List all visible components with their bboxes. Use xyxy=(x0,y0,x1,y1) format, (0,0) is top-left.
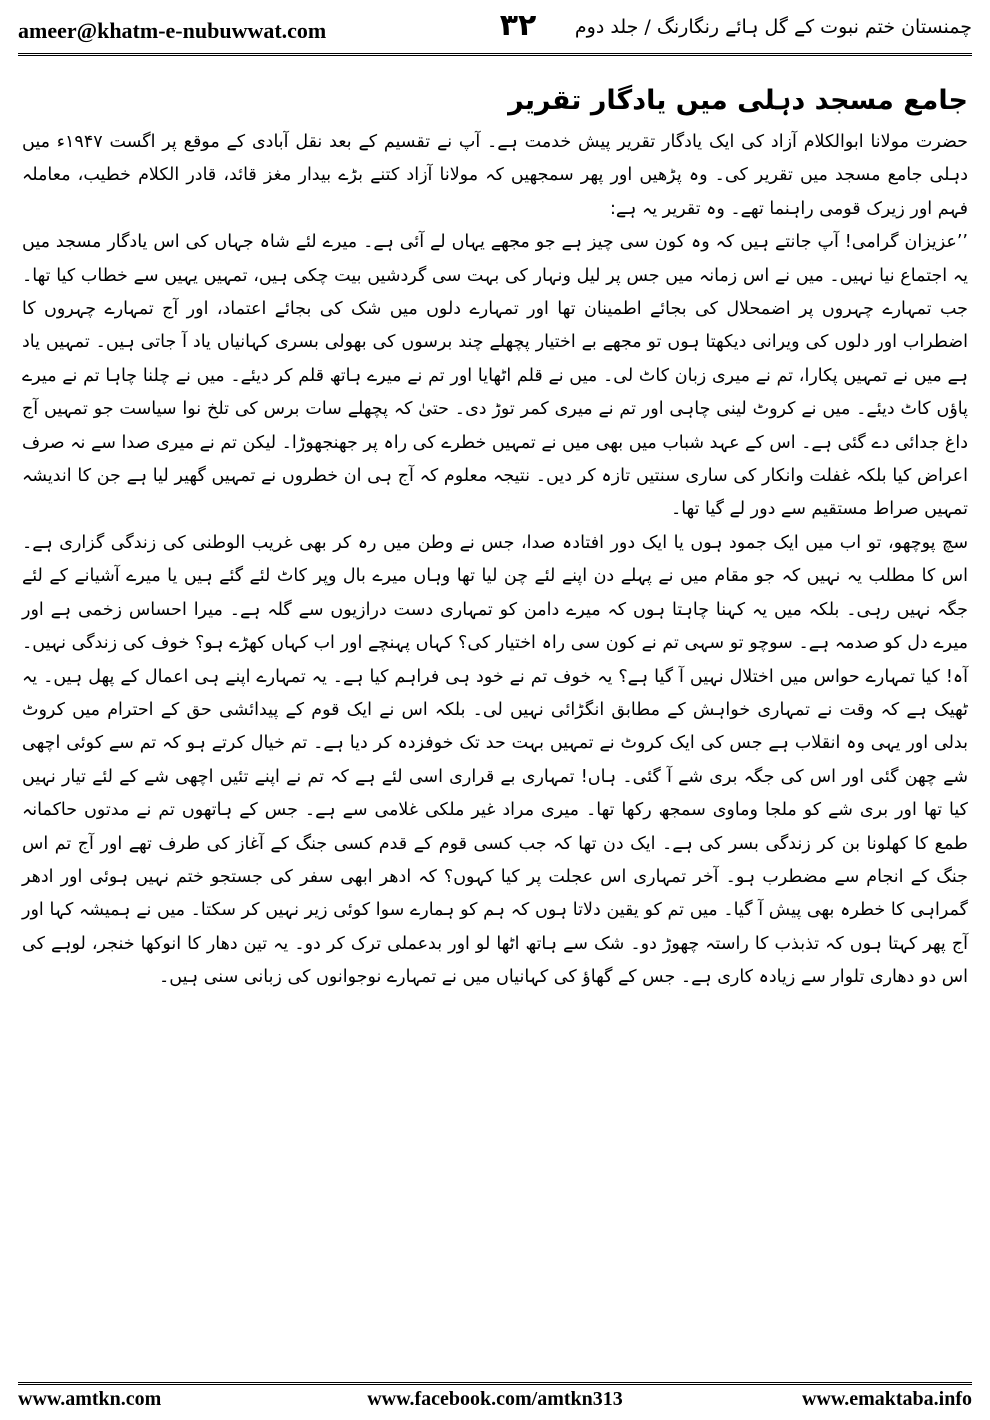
page-header xyxy=(18,8,972,52)
speech-paragraph: ’’عزیزان گرامی! آپ جانتے ہیں کہ وہ کون سی چیز ہے جو مجھے یہاں لے آئی ہے۔ میرے لئے شاہ جہاں کی اس یادگار مسجد میں یہ اجتماع نیا نہیں۔ میں نے اس زمانہ میں جس پر لیل ونہار کی بہت سی گردشیں بیت چکی ہیں، تمہیں یہیں سے خطاب کیا تھا۔ جب تمہارے چہروں پر اضمحلال کی بجائے اطمینان تھا اور تمہارے دلوں میں شک کی بجائے اعتماد، اور آج تمہارے چہروں کا اضطراب اور دلوں کی ویرانی دیکھتا ہوں تو مجھے بے اختیار پچھلے چند برسوں کی بھولی بسری کہانیاں یاد آ جاتی ہیں۔ تمہیں یاد ہے میں نے تمہیں پکارا، تم نے میری زبان کاٹ لی۔ میں نے قلم اٹھایا اور تم نے میرے ہاتھ قلم کر دیئے۔ میں نے چلنا چاہا تم نے میرے پاؤں کاٹ دیئے۔ میں نے کروٹ لینی چاہی اور تم نے میری کمر توڑ دی۔ حتیٰ کہ پچھلے سات برس کی تلخ نوا سیاست جو تمہیں آج داغ جدائی دے گئی ہے۔ اس کے عہد شباب میں بھی میں نے تمہیں خطرے کی راہ پر جھنجھوڑا۔ لیکن تم نے میری صدا سے نہ صرف اعراض کیا بلکہ غفلت وانکار کی ساری سنتیں تازہ کر دیں۔ نتیجہ معلوم کہ آج ہی ان خطروں نے تمہیں گھیر لیا ہے جن کا اندیشہ تمہیں صراط مستقیم سے دور لے گیا تھا۔ xyxy=(22,232,968,520)
header-rule xyxy=(18,53,972,56)
page-number: ۳۲ xyxy=(499,8,537,43)
book-title: چمنستان ختم نبوت کے گل ہائے رنگارنگ / جلد دوم xyxy=(574,16,972,38)
speech-paragraph: سچ پوچھو، تو اب میں ایک جمود ہوں یا ایک دور افتادہ صدا، جس نے وطن میں رہ کر بھی غریب الوطنی کی زندگی گزاری ہے۔ اس کا مطلب یہ نہیں کہ جو مقام میں نے پہلے دن اپنے لئے چن لیا تھا وہاں میرے بال وپر کاٹ لئے گئے ہیں یا میرے آشیانے کے لئے جگہ نہیں رہی۔ بلکہ میں یہ کہنا چاہتا ہوں کہ میرے دامن کو تمہاری دست درازیوں سے گلہ ہے۔ میرا احساس زخمی ہے اور میرے دل کو صدمہ ہے۔ سوچو تو سہی تم نے کون سی راہ اختیار کی؟ کہاں پہنچے اور اب کہاں کھڑے ہو؟ خوف کی زندگی نہیں۔ آہ! کیا تمہارے حواس میں اختلال نہیں آ گیا ہے؟ یہ خوف تم نے خود ہی فراہم کیا ہے۔ یہ تمہارے اپنے ہی اعمال کے پھل ہیں۔ یہ ٹھیک ہے کہ وقت نے تمہاری خواہش کے مطابق انگڑائی نہیں لی۔ بلکہ اس نے ایک قوم کے پیدائشی حق کے احترام میں کروٹ بدلی اور یہی وہ انقلاب ہے جس کی ایک کروٹ نے تمہیں بہت حد تک خوفزدہ کر دیا ہے۔ تم خیال کرتے ہو کہ تم سے کوئی اچھی شے چھن گئی اور اس کی جگہ بری شے آ گئی۔ ہاں! تمہاری بے قراری اسی لئے ہے کہ تم نے اپنے تئیں اچھی شے کے لئے تیار نہیں کیا تھا اور بری شے کو ملجا وماوی سمجھ رکھا تھا۔ میری مراد غیر ملکی غلامی سے ہے۔ جس کے ہاتھوں تم نے مدتوں حاکمانہ طمع کا کھلونا بن کر زندگی بسر کی ہے۔ ایک دن تھا کہ جب کسی قوم کے قدم کسی جنگ کے آغاز کی طرف تھے اور آج تم اس جنگ کے انجام سے مضطرب ہو۔ آخر تمہاری اس عجلت پر کیا کہوں؟ کہ ادھر ابھی سفر کی جستجو ختم نہیں ہوئی اور ادھر گمراہی کا خطرہ بھی پیش آ گیا۔ میں تم کو یقین دلاتا ہوں کہ ہم کو ہمارے سوا کوئی زیر نہیں کر سکتا۔ میں نے ہمیشہ کہا اور آج پھر کہتا ہوں کہ تذبذب کا راستہ چھوڑ دو۔ شک سے ہاتھ اٹھا لو اور بدعملی ترک کر دو۔ یہ تین دھار کا انوکھا خنجر، لوہے کی اس دو دھاری تلوار سے زیادہ کاری ہے۔ جس کے گھاؤ کی کہانیاں میں نے تمہارے نوجوانوں کی زبانی سنی ہیں۔ xyxy=(22,532,968,988)
article-heading: جامع مسجد دہلی میں یادگار تقریر xyxy=(508,85,968,116)
article-body xyxy=(22,80,968,995)
intro-paragraph: حضرت مولانا ابوالکلام آزاد کی ایک یادگار تقریر پیش خدمت ہے۔ آپ نے تقسیم کے بعد نقل آبادی کے موقع پر اگست ۱۹۴۷ء میں دہلی جامع مسجد میں تقریر کی۔ وہ پڑھیں اور پھر سمجھیں کہ مولانا آزاد کتنے بڑے بیدار مغز قائد، قادر الکلام خطیب، معاملہ فہم اور زیرک قومی راہنما تھے۔ وہ تقریر یہ ہے: xyxy=(22,132,968,219)
footer-rule xyxy=(18,1382,972,1385)
page-footer xyxy=(18,1388,972,1414)
footer-link-emaktaba[interactable]: www.emaktaba.info xyxy=(801,1388,972,1410)
footer-link-facebook[interactable]: www.facebook.com/amtkn313 xyxy=(367,1388,623,1410)
footer-link-amtkn[interactable]: www.amtkn.com xyxy=(18,1388,162,1410)
header-email[interactable]: ameer@khatm-e-nubuwwat.com xyxy=(18,18,327,43)
